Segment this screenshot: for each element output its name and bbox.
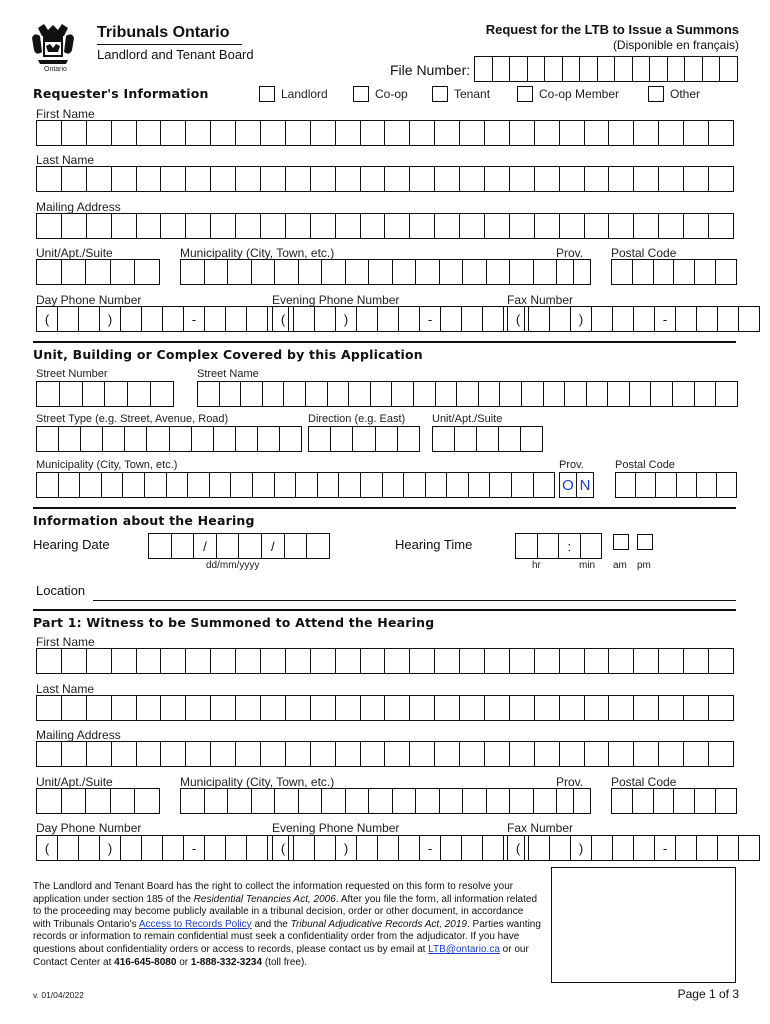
role-label-landlord: Landlord [281, 87, 328, 101]
prov-char-n: N [576, 472, 594, 498]
notice-text: or [176, 956, 191, 968]
pm-label: pm [637, 560, 651, 571]
unit-municipality-label: Municipality (City, Town, etc.) [36, 459, 178, 471]
evening-phone-field[interactable] [272, 306, 525, 332]
role-label-coop-member: Co-op Member [539, 87, 620, 101]
email-link[interactable]: LTB@ontario.ca [428, 943, 500, 955]
phone-dash: - [183, 306, 204, 332]
fax-label: Fax Number [507, 293, 574, 307]
section-divider [33, 609, 736, 611]
municipality-label: Municipality (City, Town, etc.) [180, 246, 335, 260]
witness-day-phone-field[interactable] [36, 835, 289, 861]
mailing-address-field[interactable] [36, 213, 734, 239]
paren-close: ) [570, 306, 591, 332]
form-title: Request for the LTB to Issue a Summons [485, 22, 739, 37]
witness-heading: Part 1: Witness to be Summoned to Attend the Hearing [33, 615, 435, 630]
file-number-label: File Number: [390, 62, 471, 78]
witness-fax-label: Fax Number [507, 821, 574, 835]
crest-caption: Ontario [44, 66, 67, 73]
am-label: am [613, 560, 627, 571]
phone-dash: - [183, 835, 204, 861]
hearing-time-field[interactable] [515, 533, 602, 559]
witness-unit-label: Unit/Apt./Suite [36, 775, 113, 789]
board-name: Landlord and Tenant Board [97, 47, 254, 62]
witness-municipality-field[interactable] [180, 788, 557, 814]
witness-unit-field[interactable] [36, 788, 160, 814]
paren-close: ) [335, 306, 356, 332]
am-checkbox[interactable] [613, 534, 629, 550]
unit-postal-field[interactable] [615, 472, 737, 498]
paren-close: ) [570, 835, 591, 861]
hr-label: hr [532, 560, 541, 571]
ontario-crest-logo [30, 22, 76, 68]
notice-text: . After you file the form, all information related to the proceeding may become publicly available in a tribunal decision, order or other document, in accordance with Tribunals Ontario's [33, 893, 538, 930]
french-note: (Disponible en français) [612, 38, 739, 52]
first-name-label: First Name [36, 107, 95, 121]
paren-close: ) [335, 835, 356, 861]
section-divider [33, 507, 736, 509]
role-label-coop: Co-op [375, 87, 408, 101]
direction-label: Direction (e.g. East) [308, 413, 406, 425]
unit-field[interactable] [36, 259, 160, 285]
hearing-date-field[interactable] [148, 533, 330, 559]
municipality-field[interactable] [180, 259, 557, 285]
witness-postal-field[interactable] [611, 788, 737, 814]
role-checkbox-landlord[interactable] [259, 86, 275, 102]
date-slash: / [261, 533, 284, 559]
unit-section-heading: Unit, Building or Complex Covered by this Application [33, 347, 423, 362]
witness-mailing-field[interactable] [36, 741, 734, 767]
date-slash: / [193, 533, 216, 559]
notice-text: The Landlord and Tenant Board has the right to collect the information requested on this form to resolve your application under section 185 of the [33, 881, 514, 905]
street-type-label: Street Type (e.g. Street, Avenue, Road) [36, 413, 229, 425]
requester-heading: Requester's Information [33, 86, 209, 101]
fax-field[interactable] [507, 306, 760, 332]
witness-first-name-field[interactable] [36, 648, 734, 674]
role-checkbox-coop[interactable] [353, 86, 369, 102]
witness-postal-label: Postal Code [611, 775, 677, 789]
role-label-tenant: Tenant [454, 87, 491, 101]
street-type-field[interactable] [36, 426, 302, 452]
witness-last-name-label: Last Name [36, 682, 95, 696]
postal-code-field[interactable] [611, 259, 737, 285]
witness-evening-phone-field[interactable] [272, 835, 525, 861]
prov-field[interactable] [556, 259, 591, 285]
direction-field[interactable] [308, 426, 420, 452]
unit-label: Unit/Apt./Suite [36, 246, 113, 260]
notice-text: (toll free). [262, 956, 308, 968]
unit-municipality-field[interactable] [36, 472, 555, 498]
prov-char-o: O [559, 472, 576, 498]
unit-address-field[interactable] [432, 426, 543, 452]
org-name: Tribunals Ontario [97, 24, 230, 41]
location-field[interactable] [93, 600, 736, 601]
role-checkbox-coop-member[interactable] [517, 86, 533, 102]
last-name-field[interactable] [36, 166, 734, 192]
phone-dash: - [654, 835, 675, 861]
notice-text: and the [251, 918, 291, 930]
notice-text: or our Contact Center at [33, 943, 529, 968]
paren-close: ) [99, 306, 120, 332]
hearing-date-label: Hearing Date [33, 537, 110, 552]
hearing-time-label: Hearing Time [395, 537, 473, 552]
location-label: Location [36, 583, 86, 598]
paren-open: ( [507, 306, 528, 332]
unit-prov-label: Prov. [559, 459, 584, 471]
prov-label: Prov. [556, 246, 584, 260]
last-name-label: Last Name [36, 153, 95, 167]
notice-text: . Parties wanting records or information to remain confidential must seek a confidentiality order from the adjudicator. If you have questions about confidentiality orders or access to records, please contact us by email at [33, 918, 541, 955]
phone-number: 416-645-8080 [114, 956, 177, 968]
paren-open: ( [36, 306, 57, 332]
witness-mailing-label: Mailing Address [36, 728, 121, 742]
time-colon: : [558, 533, 580, 559]
witness-evening-phone-label: Evening Phone Number [272, 821, 400, 835]
paren-open: ( [272, 306, 293, 332]
witness-municipality-label: Municipality (City, Town, etc.) [180, 775, 335, 789]
phone-dash: - [419, 835, 440, 861]
witness-fax-field[interactable] [507, 835, 760, 861]
street-number-field[interactable] [36, 381, 174, 407]
role-checkbox-other[interactable] [648, 86, 664, 102]
role-label-other: Other [670, 87, 701, 101]
act-name: Tribunal Adjudicative Records Act, 2019 [290, 918, 467, 930]
role-checkbox-tenant[interactable] [432, 86, 448, 102]
witness-prov-field[interactable] [556, 788, 591, 814]
office-use-box [551, 867, 736, 983]
unit-postal-label: Postal Code [615, 459, 675, 471]
first-name-field[interactable] [36, 120, 734, 146]
day-phone-field[interactable] [36, 306, 289, 332]
day-phone-label: Day Phone Number [36, 293, 142, 307]
witness-last-name-field[interactable] [36, 695, 734, 721]
toll-free-number: 1-888-332-3234 [190, 956, 263, 968]
street-number-label: Street Number [36, 368, 108, 380]
privacy-notice [33, 881, 541, 969]
act-name: Residential Tenancies Act, 2006 [193, 893, 336, 905]
witness-prov-label: Prov. [556, 775, 584, 789]
paren-close: ) [99, 835, 120, 861]
witness-first-name-label: First Name [36, 635, 95, 649]
header-divider [97, 44, 242, 45]
min-label: min [579, 560, 596, 571]
page-number: Page 1 of 3 [677, 987, 739, 1001]
mailing-address-label: Mailing Address [36, 200, 121, 214]
evening-phone-label: Evening Phone Number [272, 293, 400, 307]
street-name-label: Street Name [197, 368, 259, 380]
street-name-field[interactable] [197, 381, 738, 407]
paren-open: ( [507, 835, 528, 861]
phone-dash: - [654, 306, 675, 332]
witness-day-phone-label: Day Phone Number [36, 821, 142, 835]
phone-dash: - [419, 306, 440, 332]
paren-open: ( [272, 835, 293, 861]
section-divider [33, 341, 736, 343]
unit-prov-field[interactable] [559, 472, 594, 498]
access-to-records-link[interactable]: Access to Records Policy [138, 918, 252, 930]
file-number-field[interactable] [474, 56, 738, 82]
paren-open: ( [36, 835, 57, 861]
form-version: v. 01/04/2022 [33, 990, 84, 1000]
pm-checkbox[interactable] [637, 534, 653, 550]
unit-address-label: Unit/Apt./Suite [432, 413, 503, 425]
hearing-heading: Information about the Hearing [33, 513, 255, 528]
date-format-hint: dd/mm/yyyy [206, 560, 260, 571]
postal-code-label: Postal Code [611, 246, 677, 260]
